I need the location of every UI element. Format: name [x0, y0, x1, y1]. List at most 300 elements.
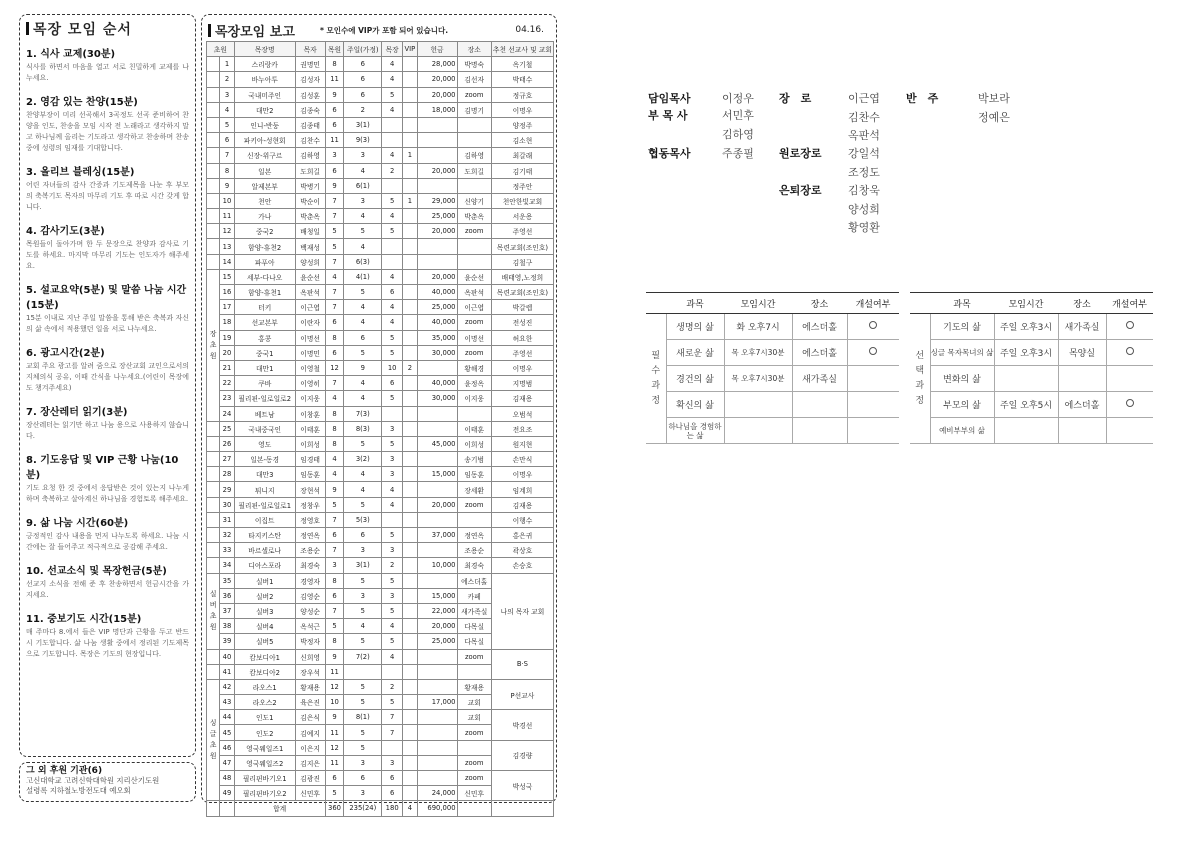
report-row — [207, 497, 554, 512]
report-cell: 7 — [325, 193, 344, 208]
report-cell — [417, 543, 457, 558]
report-cell — [417, 148, 457, 163]
report-cell: 쿠바 — [234, 376, 295, 391]
order-section — [26, 344, 189, 394]
report-cell: 이명우 — [491, 102, 553, 117]
report-cell — [417, 452, 457, 467]
report-cell: 이태훈 — [457, 421, 491, 436]
report-cell: 이은지 — [295, 740, 325, 755]
course-time: 주일 오후3시 — [994, 340, 1058, 366]
group-label-empty — [207, 452, 220, 467]
report-cell: 대만1 — [234, 360, 295, 375]
report-cell: 8(3) — [344, 421, 382, 436]
report-cell — [457, 178, 491, 193]
report-cell: 새가족실 — [457, 603, 491, 618]
report-row — [207, 543, 554, 558]
report-cell: 12 — [220, 224, 234, 239]
report-header-cell: 목원 — [325, 42, 344, 57]
report-cell: 2 — [403, 360, 417, 375]
report-cell: 옥판석 — [457, 285, 491, 300]
order-section-heading: 9. 삶 나눔 시간(60분) — [26, 518, 129, 529]
course-time: 목 오후7시30분 — [724, 340, 792, 366]
report-cell: 5 — [325, 619, 344, 634]
report-cell: 신장-위구르 — [234, 148, 295, 163]
report-cell: 5 — [220, 117, 234, 132]
report-cell — [403, 391, 417, 406]
report-cell: 3 — [325, 558, 344, 573]
report-cell: 5 — [344, 679, 382, 694]
report-cell — [403, 558, 417, 573]
report-cell: 47 — [220, 755, 234, 770]
report-cell — [382, 133, 403, 148]
course-name: 확신의 삶 — [666, 392, 724, 418]
report-cell: zoom — [457, 315, 491, 330]
course-name: 부모의 삶 — [930, 392, 994, 418]
course-time — [724, 392, 792, 418]
report-cell: 20,000 — [417, 163, 457, 178]
report-cell: 36 — [220, 588, 234, 603]
report-cell: 25 — [220, 421, 234, 436]
report-cell: 박태수 — [491, 72, 553, 87]
report-cell: 5 — [382, 573, 403, 588]
report-header-cell: 초원 — [207, 42, 235, 57]
report-cell: 교회 — [457, 710, 491, 725]
report-cell — [403, 57, 417, 72]
report-cell — [417, 512, 457, 527]
report-cell — [403, 710, 417, 725]
report-cell — [403, 603, 417, 618]
retired-name: 양성희 — [848, 202, 880, 216]
report-cell: 7 — [325, 300, 344, 315]
report-cell — [403, 376, 417, 391]
group-label-empty — [207, 72, 220, 87]
report-cell: zoom — [457, 497, 491, 512]
course-time — [994, 418, 1058, 444]
report-cell: 3 — [382, 452, 403, 467]
report-cell: 옥석근 — [295, 619, 325, 634]
group-label-empty — [207, 163, 220, 178]
report-cell: 조용순 — [295, 543, 325, 558]
course-time — [994, 366, 1058, 392]
course-row — [646, 340, 899, 366]
report-cell: 천안 — [234, 193, 295, 208]
course-name: 변화의 삶 — [930, 366, 994, 392]
group-label-empty — [207, 209, 220, 224]
report-cell: 37,000 — [417, 528, 457, 543]
report-row — [207, 345, 554, 360]
report-row — [207, 452, 554, 467]
report-cell: 김기태 — [491, 163, 553, 178]
order-section-body: 목원들이 돌아가며 한 두 문장으로 찬양과 감사로 기도를 하세요. 마지막 마무리 기도는 인도자가 해주세요. — [26, 240, 189, 270]
report-header-cell: 장소 — [457, 42, 491, 57]
retired-name: 김창욱 — [848, 184, 880, 197]
report-cell: 캄보디아2 — [234, 664, 295, 679]
report-cell: P선교사 — [491, 679, 553, 709]
report-cell: 라오스1 — [234, 679, 295, 694]
report-cell — [403, 679, 417, 694]
report-cell: 5 — [325, 786, 344, 801]
report-cell: 6 — [325, 102, 344, 117]
report-cell: 배청일 — [295, 224, 325, 239]
report-cell — [403, 543, 417, 558]
report-cell: 함양-휴천1 — [234, 285, 295, 300]
report-cell: 3 — [382, 543, 403, 558]
report-cell: 백재성 — [295, 239, 325, 254]
report-cell: 박춘옥 — [295, 209, 325, 224]
report-cell: 정연옥 — [457, 528, 491, 543]
report-cell — [403, 421, 417, 436]
damim-name: 이정우 — [722, 92, 754, 105]
report-cell: 7 — [325, 209, 344, 224]
course-side-header — [910, 293, 930, 314]
order-section-heading: 8. 기도응답 및 VIP 근황 나눔(10분) — [26, 455, 179, 481]
report-cell: 7 — [382, 710, 403, 725]
report-cell: 41 — [220, 664, 234, 679]
report-cell: 4 — [344, 163, 382, 178]
report-cell: 가나 — [234, 209, 295, 224]
report-cell: 5 — [344, 285, 382, 300]
report-cell: 박성국 — [491, 771, 553, 801]
report-header-cell: 목자 — [295, 42, 325, 57]
report-cell: 4 — [344, 619, 382, 634]
support-box — [19, 762, 196, 802]
report-cell: 8 — [220, 163, 234, 178]
group-label-empty — [207, 87, 220, 102]
report-row — [207, 285, 554, 300]
report-cell — [417, 710, 457, 725]
report-cell: 목련교회(조인호) — [491, 285, 553, 300]
report-cell — [417, 239, 457, 254]
report-cell: 8 — [325, 330, 344, 345]
report-cell: 7 — [325, 285, 344, 300]
report-cell: 44 — [220, 710, 234, 725]
report-cell: 6 — [325, 117, 344, 132]
report-cell: 김종태 — [295, 117, 325, 132]
report-cell — [403, 72, 417, 87]
order-section-heading: 4. 감사기도(3분) — [26, 226, 105, 237]
report-row — [207, 391, 554, 406]
report-row — [207, 224, 554, 239]
report-cell: 김성자 — [295, 72, 325, 87]
report-cell — [417, 254, 457, 269]
report-header-cell: 주일(가정) — [344, 42, 382, 57]
report-cell: 7(2) — [344, 649, 382, 664]
group-label-empty — [207, 497, 220, 512]
report-cell: 황재용 — [457, 679, 491, 694]
report-cell: 14 — [220, 254, 234, 269]
report-row — [207, 72, 554, 87]
course-time: 주일 오후5시 — [994, 392, 1058, 418]
order-section-body: 매 주마다 8.에서 들은 VIP 명단과 근황을 두고 반드시 기도합니다. 삶 나눔 생활 중에서 정리된 기도제목으로 기도합니다. 목장은 기도의 현장입니다. — [26, 628, 189, 658]
report-cell: 9 — [344, 360, 382, 375]
report-cell: 17,000 — [417, 695, 457, 710]
report-cell — [417, 421, 457, 436]
report-cell — [344, 664, 382, 679]
total-empty — [220, 801, 234, 816]
report-cell: 3 — [344, 588, 382, 603]
report-cell: 7 — [382, 725, 403, 740]
report-cell — [403, 178, 417, 193]
report-header-cell: 목장 — [382, 42, 403, 57]
report-cell: 5 — [382, 436, 403, 451]
report-cell: 박순이 — [295, 193, 325, 208]
report-cell: 에스더홀 — [457, 573, 491, 588]
course-place: 에스더홀 — [1058, 392, 1106, 418]
elder-name: 김찬수 — [848, 110, 880, 124]
assistant-label: 부 목 사 — [648, 109, 688, 122]
report-cell — [403, 619, 417, 634]
report-cell — [403, 664, 417, 679]
report-cell: zoom — [457, 725, 491, 740]
report-cell: 송기범 — [457, 452, 491, 467]
order-section — [26, 562, 189, 601]
course-open-status — [1106, 340, 1153, 366]
report-cell — [457, 117, 491, 132]
report-cell: B·S — [491, 649, 553, 679]
report-cell: 5 — [344, 603, 382, 618]
report-title: 목장모임 보고 — [208, 21, 295, 40]
report-cell: 5 — [344, 695, 382, 710]
report-cell: 이창훈 — [295, 406, 325, 421]
report-cell: 오범석 — [491, 406, 553, 421]
report-cell — [382, 664, 403, 679]
report-cell: 38 — [220, 619, 234, 634]
report-cell: 임계희 — [491, 482, 553, 497]
report-cell: 이명우 — [491, 360, 553, 375]
report-cell: 46 — [220, 740, 234, 755]
course-header-cell: 모임시간 — [994, 293, 1058, 314]
report-cell: 임동훈 — [457, 467, 491, 482]
total-heongeum: 690,000 — [417, 801, 457, 816]
report-cell: 3 — [344, 543, 382, 558]
report-cell: 6 — [325, 528, 344, 543]
report-cell: 다목실 — [457, 634, 491, 649]
report-cell: 장세환 — [457, 482, 491, 497]
report-cell: 최경숙 — [457, 558, 491, 573]
report-cell: 40 — [220, 649, 234, 664]
report-total-row — [207, 801, 554, 816]
accompanist-label: 반 주 — [906, 92, 939, 105]
report-cell — [403, 573, 417, 588]
open-circle-icon — [1126, 347, 1134, 355]
report-cell: 곽상호 — [491, 543, 553, 558]
report-cell: 15 — [220, 269, 234, 284]
report-cell: 4 — [382, 148, 403, 163]
order-section-body: 기도 요청 한 것 중에서 응답받은 것이 있는지 나누게 하며 축복하고 살아계신 하나님을 경험토록 해주세요. — [26, 484, 189, 503]
report-cell — [403, 528, 417, 543]
report-cell: 18,000 — [417, 102, 457, 117]
group-label-empty — [207, 664, 220, 679]
report-cell: 영국웨일즈2 — [234, 755, 295, 770]
report-cell: 27 — [220, 452, 234, 467]
report-cell: 양정주 — [491, 117, 553, 132]
report-cell: 터키 — [234, 300, 295, 315]
report-row — [207, 573, 554, 588]
total-empty — [491, 801, 553, 816]
report-row — [207, 436, 554, 451]
order-section — [26, 222, 189, 272]
report-cell: 이란자 — [295, 315, 325, 330]
report-cell — [403, 269, 417, 284]
report-cell: zoom — [457, 771, 491, 786]
report-row — [207, 133, 554, 148]
report-cell: 22 — [220, 376, 234, 391]
report-cell: 선교본부 — [234, 315, 295, 330]
group-label-empty — [207, 421, 220, 436]
order-section-body: 15분 이내로 지난 주일 말씀을 통해 받은 축복과 자신의 삶 속에서 적용했던 일을 서로 나누세요. — [26, 314, 189, 333]
course-open-status — [847, 366, 899, 392]
report-cell: 4 — [344, 209, 382, 224]
report-cell: 이태훈 — [295, 421, 325, 436]
total-label: 합계 — [234, 801, 325, 816]
course-place — [1058, 418, 1106, 444]
report-cell: 30,000 — [417, 391, 457, 406]
elder-name: 옥판석 — [848, 129, 880, 142]
course-row — [646, 418, 899, 444]
order-section-body: 찬양부장이 미리 선곡해서 3곡정도 선곡 준비하여 찬양을 인도, 찬송을 모임 시작 전 노래라고 생각하지 말고 하나님께 올리는 기도라고 생각하고 찬송하며 찬송 중에 성령의 임재를 기대합니다. — [26, 111, 189, 152]
report-cell: 김지은 — [295, 755, 325, 770]
report-cell: 인도2 — [234, 725, 295, 740]
course-place — [792, 392, 847, 418]
order-section — [26, 403, 189, 442]
report-cell: 이근엽 — [295, 300, 325, 315]
report-cell: 15,000 — [417, 467, 457, 482]
report-cell — [417, 133, 457, 148]
report-cell: zoom — [457, 755, 491, 770]
report-cell: 이행수 — [491, 512, 553, 527]
order-section — [26, 451, 189, 505]
total-empty — [207, 801, 220, 816]
report-row — [207, 87, 554, 102]
report-cell: 김은식 — [295, 710, 325, 725]
report-cell: 10,000 — [417, 558, 457, 573]
report-cell — [403, 467, 417, 482]
report-cell — [382, 178, 403, 193]
report-row — [207, 178, 554, 193]
report-cell: 6 — [344, 330, 382, 345]
report-cell: 6 — [344, 771, 382, 786]
report-cell — [403, 300, 417, 315]
report-cell: 11 — [325, 133, 344, 148]
group-label-empty — [207, 482, 220, 497]
course-side-label: 선 택 과 정 — [910, 314, 930, 444]
report-cell: 28,000 — [417, 57, 457, 72]
report-cell: 9 — [325, 710, 344, 725]
report-cell: 박정자 — [295, 634, 325, 649]
report-cell: 5 — [382, 87, 403, 102]
report-cell: 4 — [382, 269, 403, 284]
report-cell: 정창우 — [295, 497, 325, 512]
report-cell — [417, 679, 457, 694]
report-cell: 윤정옥 — [457, 376, 491, 391]
group-label: 장 초 원 — [207, 269, 220, 421]
report-cell: 파푸아 — [234, 254, 295, 269]
report-cell: zoom — [457, 345, 491, 360]
report-cell: 국내미주인 — [234, 87, 295, 102]
report-row — [207, 117, 554, 132]
report-cell — [457, 254, 491, 269]
report-cell: 정규호 — [491, 87, 553, 102]
report-cell: 주영선 — [491, 224, 553, 239]
report-cell: 필리핀바기오1 — [234, 771, 295, 786]
course-row — [646, 392, 899, 418]
report-cell: 영국웨일즈1 — [234, 740, 295, 755]
order-section — [26, 163, 189, 213]
report-cell — [382, 254, 403, 269]
report-row — [207, 558, 554, 573]
course-time: 화 오후7시 — [724, 314, 792, 340]
report-cell: 25,000 — [417, 209, 457, 224]
report-table — [206, 41, 554, 817]
report-cell: 박갈렙 — [491, 300, 553, 315]
report-cell: 11 — [325, 72, 344, 87]
report-cell: 5 — [325, 239, 344, 254]
report-cell — [403, 755, 417, 770]
report-cell: 천안한빛교회 — [491, 193, 553, 208]
report-cell: 2 — [220, 72, 234, 87]
report-cell — [417, 740, 457, 755]
order-section-heading: 6. 광고시간(2분) — [26, 348, 105, 359]
report-row — [207, 710, 554, 725]
group-label-empty — [207, 558, 220, 573]
report-cell: 4 — [344, 239, 382, 254]
report-cell — [403, 163, 417, 178]
report-row — [207, 360, 554, 375]
order-section-heading: 11. 중보기도 시간(15분) — [26, 614, 142, 625]
report-cell — [403, 786, 417, 801]
report-cell: 박병기 — [295, 178, 325, 193]
report-row — [207, 679, 554, 694]
report-cell: 2 — [382, 679, 403, 694]
report-cell: 19 — [220, 330, 234, 345]
course-open-status — [1106, 418, 1153, 444]
report-cell: 5 — [344, 725, 382, 740]
report-row — [207, 421, 554, 436]
report-cell: 이영히 — [295, 376, 325, 391]
support-line-2: 설령록 지하철노방전도대 예오회 — [26, 786, 131, 795]
report-cell: 3 — [344, 786, 382, 801]
report-cell: 이희성 — [295, 436, 325, 451]
report-cell: 권명민 — [295, 57, 325, 72]
report-cell: 양성순 — [295, 603, 325, 618]
report-cell: 이집트 — [234, 512, 295, 527]
report-cell: 21 — [220, 360, 234, 375]
report-cell: 김찬수 — [295, 133, 325, 148]
report-cell: 9(3) — [344, 133, 382, 148]
report-cell: 15,000 — [417, 588, 457, 603]
report-cell: 홍콩 — [234, 330, 295, 345]
report-cell: 7 — [325, 603, 344, 618]
report-cell: 윤순선 — [457, 269, 491, 284]
report-row — [207, 102, 554, 117]
report-cell: 8 — [325, 406, 344, 421]
report-row — [207, 254, 554, 269]
report-cell: 김종숙 — [295, 102, 325, 117]
report-cell: 김예지 — [295, 725, 325, 740]
staff-list — [648, 89, 1048, 239]
report-row — [207, 512, 554, 527]
report-cell — [417, 406, 457, 421]
report-cell: 4 — [325, 452, 344, 467]
report-cell: 타지키스탄 — [234, 528, 295, 543]
report-cell: 7 — [325, 512, 344, 527]
report-cell: 2 — [344, 102, 382, 117]
report-cell: 4 — [382, 649, 403, 664]
report-cell: 9 — [325, 178, 344, 193]
report-cell: 옥기철 — [491, 57, 553, 72]
report-cell — [417, 482, 457, 497]
report-cell: 18 — [220, 315, 234, 330]
